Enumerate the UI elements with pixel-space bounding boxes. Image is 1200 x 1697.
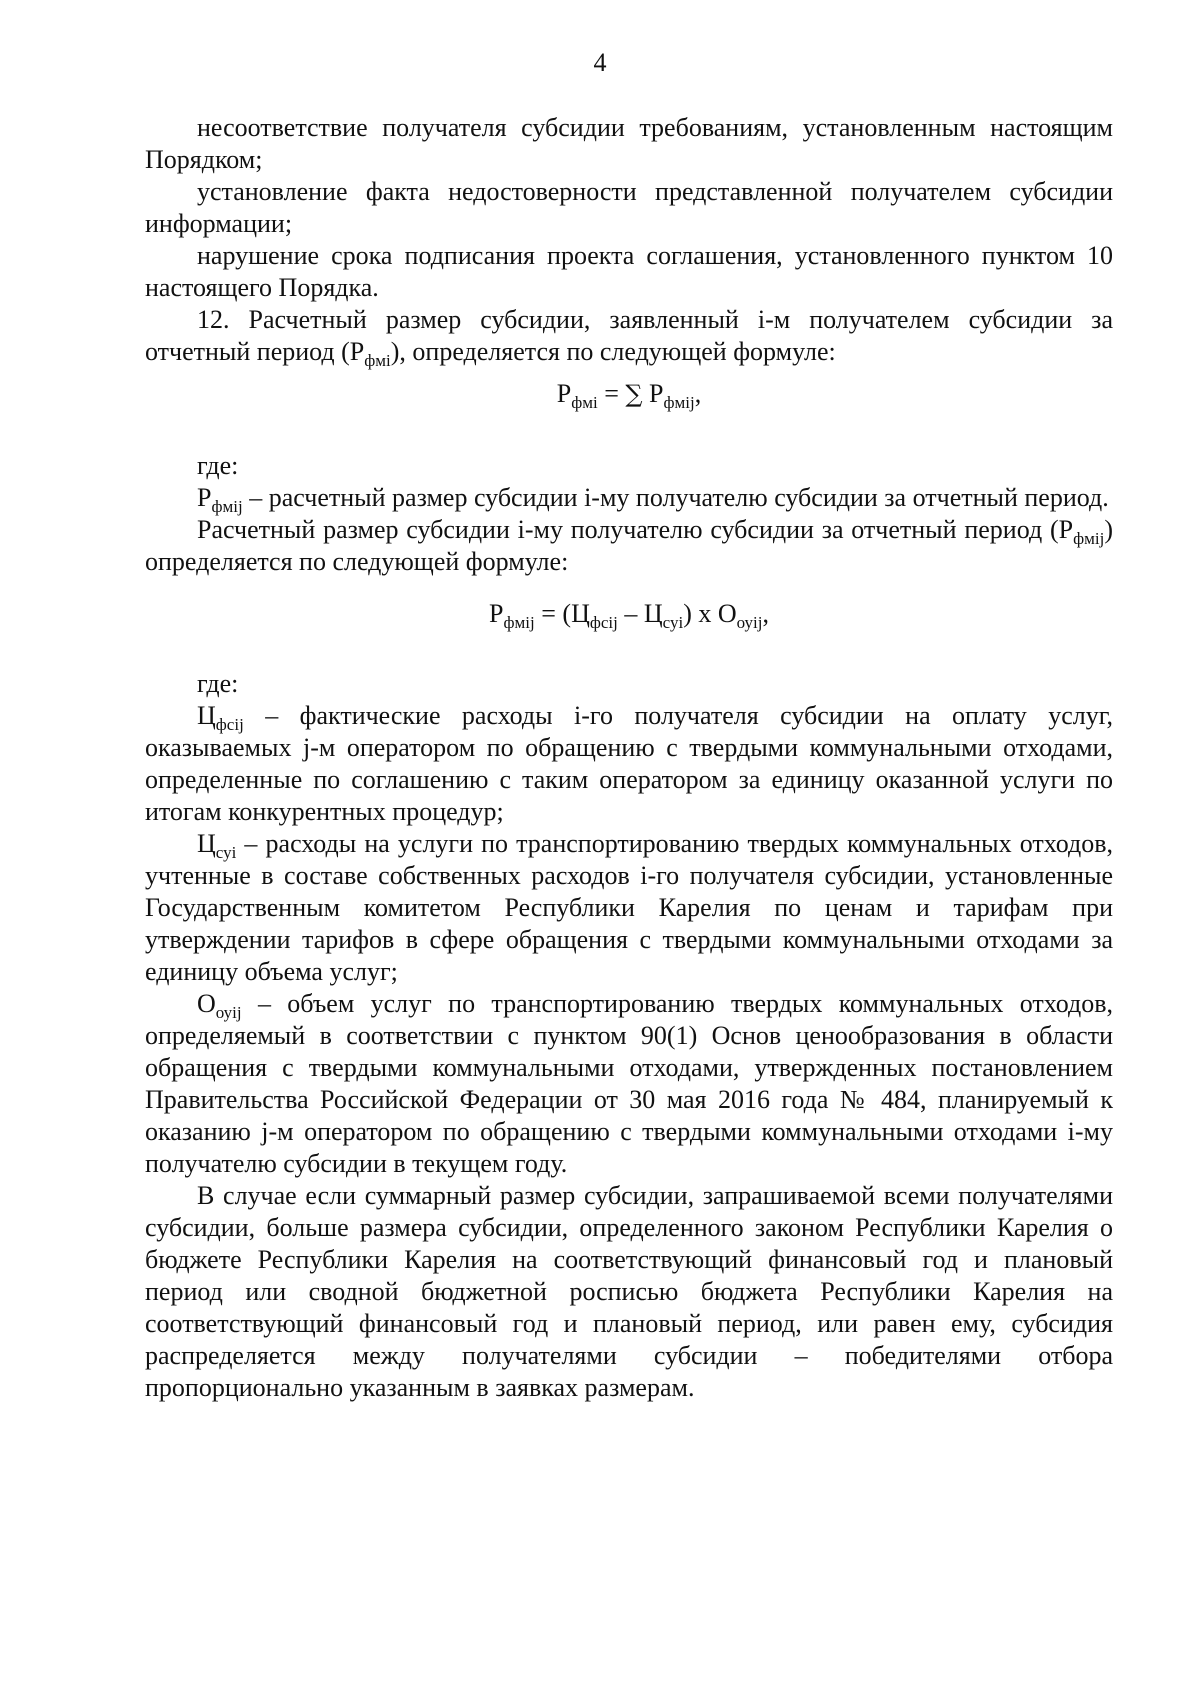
definition-o-ouij-text: – объем услуг по транспортированию твердых коммунальных отходов, определяемый в соответствии с пунктом 90(1) Основ ценообразования в области обращения с твердыми коммунальными отходами, утвержденных постановлением Правительства Российской Федерации от 30 мая 2016 года № 484, планируемый к оказанию j-м оператором по обращению с твердыми коммунальными отходами i-му получателю субсидии в текущем году. [145, 989, 1113, 1178]
formula-per-recipient [145, 598, 1113, 630]
definition-p-fmij [145, 482, 1113, 514]
formula2-c-subscript: оуij [736, 613, 763, 632]
formula2-lhs-subscript: фмij [503, 613, 535, 632]
formula2-multiply: ) x [683, 599, 718, 628]
definition-c-sui-symbol: Ц [197, 829, 216, 858]
sum-symbol: ∑ [625, 380, 643, 408]
paragraph-12-tail: ), определяется по следующей формуле: [390, 337, 836, 366]
definition-c-sui-subscript: суi [215, 843, 237, 862]
definition-p-fmij-subscript: фмij [211, 497, 243, 516]
definition-c-fsij-text: – фактические расходы i-го получателя субсидии на оплату услуг, оказываемых j-м оператором по обращению с твердыми коммунальными отходами, определенные по соглашению с таким оператором за единицу оказанной услуги по итогам конкурентных процедур; [145, 701, 1113, 826]
formula1-end: , [694, 379, 702, 408]
paragraph-12-text: 12. Расчетный размер субсидии, заявленный i-м получателем субсидии за отчетный период (Р [145, 305, 1113, 366]
paragraph-per-recipient-subscript: фмij [1073, 529, 1105, 548]
formula1-lhs: Р [556, 379, 572, 408]
formula2-lhs: Р [489, 599, 504, 628]
definition-c-sui [145, 828, 1113, 988]
formula2-minus: – [617, 599, 644, 628]
paragraph-false-information: установление факта недостоверности представленной получателем субсидии информации; [145, 177, 1113, 238]
paragraph-signing-deadline: нарушение срока подписания проекта соглашения, установленного пунктом 10 настоящего Порядка. [145, 241, 1113, 302]
formula2-b-subscript: суi [662, 613, 684, 632]
definition-p-fmij-text: – расчетный размер субсидии i-му получателю субсидии за отчетный период. [242, 483, 1109, 512]
document-body [145, 112, 1113, 1404]
formula1-rhs-subscript: фмij [663, 393, 695, 412]
formula2-c: О [717, 599, 737, 628]
definition-o-ouij-symbol: О [197, 989, 216, 1018]
definition-p-fmij-symbol: Р [197, 483, 212, 512]
definition-o-ouij-subscript: оуij [215, 1003, 242, 1022]
paragraph-requirement-mismatch: несоответствие получателя субсидии требованиям, установленным настоящим Порядком; [145, 113, 1113, 174]
formula2-a-subscript: фсij [589, 613, 618, 632]
definition-c-fsij [145, 700, 1113, 828]
paragraph-per-recipient-tail: ) определяется по следующей формуле: [145, 515, 1113, 576]
formula1-equals: = [597, 379, 626, 408]
formula1-rhs: Р [642, 379, 664, 408]
definition-c-sui-text: – расходы на услуги по транспортированию твердых коммунальных отходов, учтенные в составе собственных расходов i-го получателя субсидии, установленные Государственным комитетом Республики Карелия по ценам и тарифам при утверждении тарифов в сфере обращения с твердыми коммунальными отходами за единицу объема услуг; [145, 829, 1113, 986]
definition-c-fsij-subscript: фсij [215, 715, 244, 734]
formula2-b: Ц [643, 599, 663, 628]
formula2-equals: = ( [534, 599, 572, 628]
definition-o-ouij [145, 988, 1113, 1180]
formula1-lhs-subscript: фмi [571, 393, 598, 412]
formula-total-subsidy [145, 378, 1113, 410]
paragraph-proportional-distribution: В случае если суммарный размер субсидии, запрашиваемой всеми получателями субсидии, больше размера субсидии, определенного законом Республики Карелия о бюджете Республики Карелия на соответствующий финансовый год и плановый период или сводной бюджетной росписью бюджета Республики Карелия на соответствующий финансовый год и плановый период, или равен ему, субсидия распределяется между получателями субсидии – победителями отбора пропорционально указанным в заявках размерам. [145, 1181, 1113, 1402]
where-label-1: где: [197, 451, 239, 480]
formula2-a: Ц [571, 599, 590, 628]
paragraph-per-recipient-text: Расчетный размер субсидии i-му получателю субсидии за отчетный период (Р [197, 515, 1074, 544]
paragraph-12-subscript: фмi [364, 351, 391, 370]
paragraph-12 [145, 304, 1113, 368]
where-label-2: где: [197, 669, 239, 698]
formula2-end: , [762, 599, 769, 628]
page-number: 4 [593, 48, 607, 77]
paragraph-per-recipient-size [145, 514, 1113, 578]
definition-c-fsij-symbol: Ц [197, 701, 216, 730]
